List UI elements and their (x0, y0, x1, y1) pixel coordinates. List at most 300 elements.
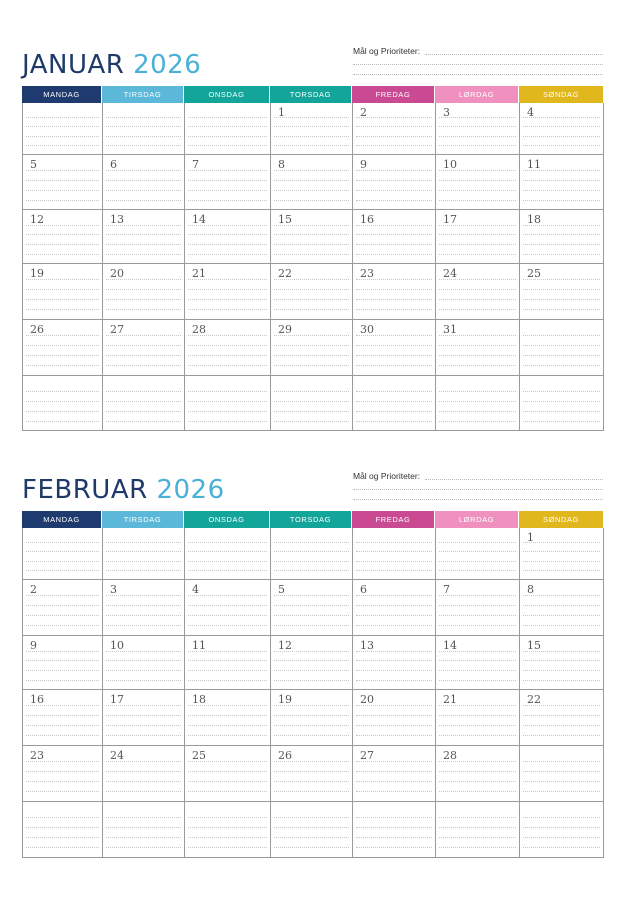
day-number: 19 (30, 267, 44, 280)
day-cell-15[interactable] (270, 210, 352, 264)
note-line (274, 225, 349, 226)
note-line (188, 126, 267, 127)
empty-day-cell[interactable] (184, 528, 270, 580)
note-line (106, 651, 181, 652)
day-cell-5[interactable] (270, 580, 352, 636)
day-cell-23[interactable] (352, 264, 435, 320)
note-line (274, 670, 349, 671)
month-year: 2026 (156, 475, 225, 505)
week-row (22, 376, 604, 431)
empty-day-cell[interactable] (184, 103, 270, 155)
day-number: 14 (443, 639, 457, 652)
note-line (356, 335, 432, 336)
day-number: 18 (527, 213, 541, 226)
note-line (356, 126, 432, 127)
note-line (106, 145, 181, 146)
note-line (274, 761, 349, 762)
day-cell-8[interactable] (519, 580, 604, 636)
note-line (523, 345, 600, 346)
empty-day-cell[interactable] (270, 802, 352, 858)
note-line (439, 705, 516, 706)
month-year: 2026 (133, 50, 202, 80)
month-name: FEBRUAR (22, 475, 148, 505)
empty-day-cell[interactable] (102, 103, 184, 155)
day-number: 31 (443, 323, 457, 336)
note-line (274, 411, 349, 412)
note-line (26, 244, 99, 245)
day-cell-31[interactable] (435, 320, 519, 376)
day-cell-9[interactable] (352, 155, 435, 210)
goals-writing-line[interactable] (353, 74, 603, 75)
day-cell-12[interactable] (22, 210, 102, 264)
note-line (106, 680, 181, 681)
note-line (106, 715, 181, 716)
note-line (188, 170, 267, 171)
note-line (523, 827, 600, 828)
note-line (188, 570, 267, 571)
day-cell-29[interactable] (270, 320, 352, 376)
weekday-lørdag: LØRDAG (435, 511, 519, 528)
note-line (523, 660, 600, 661)
note-line (26, 170, 99, 171)
note-line (26, 625, 99, 626)
note-line (274, 680, 349, 681)
note-line (439, 791, 516, 792)
day-number: 2 (360, 106, 367, 119)
note-line (274, 837, 349, 838)
note-line (26, 680, 99, 681)
note-line (356, 625, 432, 626)
weekday-tirsdag: TIRSDAG (102, 86, 184, 103)
goals-writing-line[interactable] (353, 489, 603, 490)
note-line (523, 355, 600, 356)
goals-writing-line[interactable] (353, 64, 603, 65)
note-line (523, 725, 600, 726)
note-line (523, 401, 600, 402)
note-line (106, 595, 181, 596)
note-line (26, 355, 99, 356)
note-line (356, 411, 432, 412)
day-number: 11 (527, 158, 541, 171)
note-line (106, 561, 181, 562)
note-line (106, 244, 181, 245)
day-cell-4[interactable] (519, 103, 604, 155)
weekday-header (22, 86, 604, 103)
note-line (274, 847, 349, 848)
note-line (188, 771, 267, 772)
note-line (274, 625, 349, 626)
note-line (523, 670, 600, 671)
day-cell-22[interactable] (270, 264, 352, 320)
day-cell-1[interactable] (270, 103, 352, 155)
note-line (439, 244, 516, 245)
note-line (439, 615, 516, 616)
note-line (274, 345, 349, 346)
day-cell-7[interactable] (435, 580, 519, 636)
note-line (439, 365, 516, 366)
day-cell-24[interactable] (102, 746, 184, 802)
note-line (188, 605, 267, 606)
note-line (274, 551, 349, 552)
note-line (26, 254, 99, 255)
week-row (22, 210, 604, 264)
empty-day-cell[interactable] (435, 528, 519, 580)
note-line (523, 680, 600, 681)
note-line (106, 190, 181, 191)
note-line (26, 391, 99, 392)
day-cell-21[interactable] (184, 264, 270, 320)
note-line (26, 234, 99, 235)
day-cell-17[interactable] (435, 210, 519, 264)
empty-day-cell[interactable] (270, 376, 352, 431)
note-line (523, 705, 600, 706)
note-line (106, 570, 181, 571)
empty-day-cell[interactable] (102, 528, 184, 580)
day-number: 3 (443, 106, 450, 119)
note-line (274, 817, 349, 818)
empty-day-cell[interactable] (519, 376, 604, 431)
note-line (106, 817, 181, 818)
note-line (356, 771, 432, 772)
note-line (439, 401, 516, 402)
day-cell-20[interactable] (102, 264, 184, 320)
day-cell-16[interactable] (352, 210, 435, 264)
note-line (356, 345, 432, 346)
day-cell-30[interactable] (352, 320, 435, 376)
note-line (188, 401, 267, 402)
note-line (188, 299, 267, 300)
note-line (439, 660, 516, 661)
note-line (356, 670, 432, 671)
note-line (26, 309, 99, 310)
note-line (188, 791, 267, 792)
note-line (106, 791, 181, 792)
note-line (106, 180, 181, 181)
note-line (26, 735, 99, 736)
note-line (439, 837, 516, 838)
empty-day-cell[interactable] (270, 528, 352, 580)
note-line (439, 761, 516, 762)
note-line (274, 279, 349, 280)
note-line (26, 551, 99, 552)
note-line (356, 781, 432, 782)
week-row (22, 528, 604, 580)
day-number: 6 (360, 583, 367, 596)
day-number: 1 (527, 531, 534, 544)
day-cell-15[interactable] (519, 636, 604, 690)
day-cell-3[interactable] (435, 103, 519, 155)
note-line (356, 299, 432, 300)
note-line (439, 279, 516, 280)
day-cell-1[interactable] (519, 528, 604, 580)
note-line (439, 570, 516, 571)
empty-day-cell[interactable] (184, 802, 270, 858)
note-line (274, 244, 349, 245)
note-line (523, 365, 600, 366)
day-cell-11[interactable] (184, 636, 270, 690)
day-cell-11[interactable] (519, 155, 604, 210)
day-cell-22[interactable] (519, 690, 604, 746)
weekday-lørdag: LØRDAG (435, 86, 519, 103)
note-line (356, 791, 432, 792)
note-line (356, 615, 432, 616)
note-line (106, 725, 181, 726)
day-cell-19[interactable] (22, 264, 102, 320)
day-number: 10 (443, 158, 457, 171)
note-line (26, 136, 99, 137)
note-line (188, 225, 267, 226)
empty-day-cell[interactable] (22, 802, 102, 858)
goals-writing-line[interactable] (425, 479, 603, 480)
note-line (523, 837, 600, 838)
note-line (439, 145, 516, 146)
note-line (523, 117, 600, 118)
note-line (439, 117, 516, 118)
note-line (439, 309, 516, 310)
day-cell-26[interactable] (270, 746, 352, 802)
note-line (356, 551, 432, 552)
goals-writing-line[interactable] (353, 499, 603, 500)
note-line (106, 117, 181, 118)
day-cell-18[interactable] (184, 690, 270, 746)
note-line (274, 335, 349, 336)
day-number: 4 (192, 583, 199, 596)
day-cell-2[interactable] (352, 103, 435, 155)
note-line (439, 170, 516, 171)
day-number: 15 (527, 639, 541, 652)
day-cell-10[interactable] (435, 155, 519, 210)
note-line (523, 309, 600, 310)
note-line (274, 725, 349, 726)
note-line (439, 391, 516, 392)
note-line (274, 542, 349, 543)
empty-day-cell[interactable] (22, 103, 102, 155)
note-line (356, 254, 432, 255)
note-line (439, 771, 516, 772)
empty-day-cell[interactable] (352, 528, 435, 580)
note-line (439, 781, 516, 782)
note-line (188, 735, 267, 736)
note-line (26, 817, 99, 818)
day-cell-6[interactable] (102, 155, 184, 210)
note-line (523, 279, 600, 280)
day-cell-3[interactable] (102, 580, 184, 636)
day-cell-25[interactable] (519, 264, 604, 320)
note-line (106, 625, 181, 626)
note-line (356, 289, 432, 290)
note-line (274, 289, 349, 290)
note-line (439, 200, 516, 201)
note-line (188, 309, 267, 310)
note-line (26, 781, 99, 782)
note-line (439, 126, 516, 127)
empty-day-cell[interactable] (22, 376, 102, 431)
day-cell-13[interactable] (102, 210, 184, 264)
note-line (356, 705, 432, 706)
day-cell-26[interactable] (22, 320, 102, 376)
note-line (274, 401, 349, 402)
note-line (274, 190, 349, 191)
note-line (439, 625, 516, 626)
note-line (523, 411, 600, 412)
note-line (523, 605, 600, 606)
note-line (188, 651, 267, 652)
note-line (356, 145, 432, 146)
day-number: 13 (110, 213, 124, 226)
note-line (439, 180, 516, 181)
note-line (274, 365, 349, 366)
note-line (439, 335, 516, 336)
note-line (523, 225, 600, 226)
day-number: 19 (278, 693, 292, 706)
note-line (523, 625, 600, 626)
day-cell-6[interactable] (352, 580, 435, 636)
day-number: 20 (360, 693, 374, 706)
empty-day-cell[interactable] (519, 320, 604, 376)
day-cell-28[interactable] (435, 746, 519, 802)
note-line (439, 190, 516, 191)
note-line (523, 570, 600, 571)
empty-day-cell[interactable] (184, 376, 270, 431)
note-line (106, 345, 181, 346)
day-cell-18[interactable] (519, 210, 604, 264)
note-line (106, 615, 181, 616)
note-line (26, 705, 99, 706)
note-line (356, 827, 432, 828)
note-line (26, 200, 99, 201)
note-line (188, 625, 267, 626)
note-line (523, 615, 600, 616)
note-line (106, 542, 181, 543)
day-cell-12[interactable] (270, 636, 352, 690)
day-number: 11 (192, 639, 206, 652)
day-cell-16[interactable] (22, 690, 102, 746)
note-line (439, 345, 516, 346)
day-number: 21 (192, 267, 206, 280)
day-cell-13[interactable] (352, 636, 435, 690)
week-row (22, 580, 604, 636)
day-number: 21 (443, 693, 457, 706)
day-cell-14[interactable] (184, 210, 270, 264)
month-section (0, 0, 640, 440)
day-number: 4 (527, 106, 534, 119)
day-cell-4[interactable] (184, 580, 270, 636)
note-line (274, 615, 349, 616)
weekday-tirsdag: TIRSDAG (102, 511, 184, 528)
note-line (274, 200, 349, 201)
day-cell-8[interactable] (270, 155, 352, 210)
note-line (26, 595, 99, 596)
day-number: 15 (278, 213, 292, 226)
day-number: 26 (278, 749, 292, 762)
note-line (523, 335, 600, 336)
note-line (523, 299, 600, 300)
note-line (356, 837, 432, 838)
note-line (26, 761, 99, 762)
note-line (439, 254, 516, 255)
day-cell-28[interactable] (184, 320, 270, 376)
day-cell-17[interactable] (102, 690, 184, 746)
empty-day-cell[interactable] (435, 802, 519, 858)
empty-day-cell[interactable] (519, 802, 604, 858)
empty-day-cell[interactable] (519, 746, 604, 802)
day-cell-5[interactable] (22, 155, 102, 210)
note-line (523, 180, 600, 181)
day-cell-25[interactable] (184, 746, 270, 802)
note-line (106, 551, 181, 552)
note-line (356, 136, 432, 137)
note-line (26, 651, 99, 652)
empty-day-cell[interactable] (435, 376, 519, 431)
day-cell-10[interactable] (102, 636, 184, 690)
day-cell-2[interactable] (22, 580, 102, 636)
empty-day-cell[interactable] (22, 528, 102, 580)
note-line (106, 289, 181, 290)
note-line (274, 117, 349, 118)
note-line (26, 190, 99, 191)
day-number: 27 (360, 749, 374, 762)
weekday-onsdag: ONSDAG (184, 86, 270, 103)
empty-day-cell[interactable] (102, 376, 184, 431)
note-line (523, 551, 600, 552)
day-number: 22 (527, 693, 541, 706)
note-line (26, 615, 99, 616)
weekday-søndag: SØNDAG (519, 511, 604, 528)
note-line (439, 299, 516, 300)
day-cell-27[interactable] (102, 320, 184, 376)
day-cell-21[interactable] (435, 690, 519, 746)
note-line (274, 735, 349, 736)
empty-day-cell[interactable] (102, 802, 184, 858)
note-line (106, 401, 181, 402)
note-line (523, 761, 600, 762)
note-line (356, 847, 432, 848)
note-line (356, 180, 432, 181)
day-number: 12 (278, 639, 292, 652)
day-cell-20[interactable] (352, 690, 435, 746)
note-line (439, 561, 516, 562)
month-title (22, 50, 201, 80)
empty-day-cell[interactable] (352, 376, 435, 431)
note-line (274, 299, 349, 300)
note-line (274, 605, 349, 606)
note-line (274, 126, 349, 127)
day-cell-23[interactable] (22, 746, 102, 802)
weekday-header (22, 511, 604, 528)
day-number: 22 (278, 267, 292, 280)
note-line (439, 715, 516, 716)
day-cell-7[interactable] (184, 155, 270, 210)
note-line (188, 781, 267, 782)
week-row (22, 155, 604, 210)
day-cell-24[interactable] (435, 264, 519, 320)
day-cell-19[interactable] (270, 690, 352, 746)
note-line (26, 411, 99, 412)
calendar-grid (22, 86, 604, 431)
goals-writing-line[interactable] (425, 54, 603, 55)
day-cell-14[interactable] (435, 636, 519, 690)
day-cell-27[interactable] (352, 746, 435, 802)
day-number: 6 (110, 158, 117, 171)
day-number: 12 (30, 213, 44, 226)
calendar-grid (22, 511, 604, 858)
note-line (26, 145, 99, 146)
empty-day-cell[interactable] (352, 802, 435, 858)
note-line (188, 615, 267, 616)
note-line (188, 355, 267, 356)
day-cell-9[interactable] (22, 636, 102, 690)
note-line (26, 126, 99, 127)
